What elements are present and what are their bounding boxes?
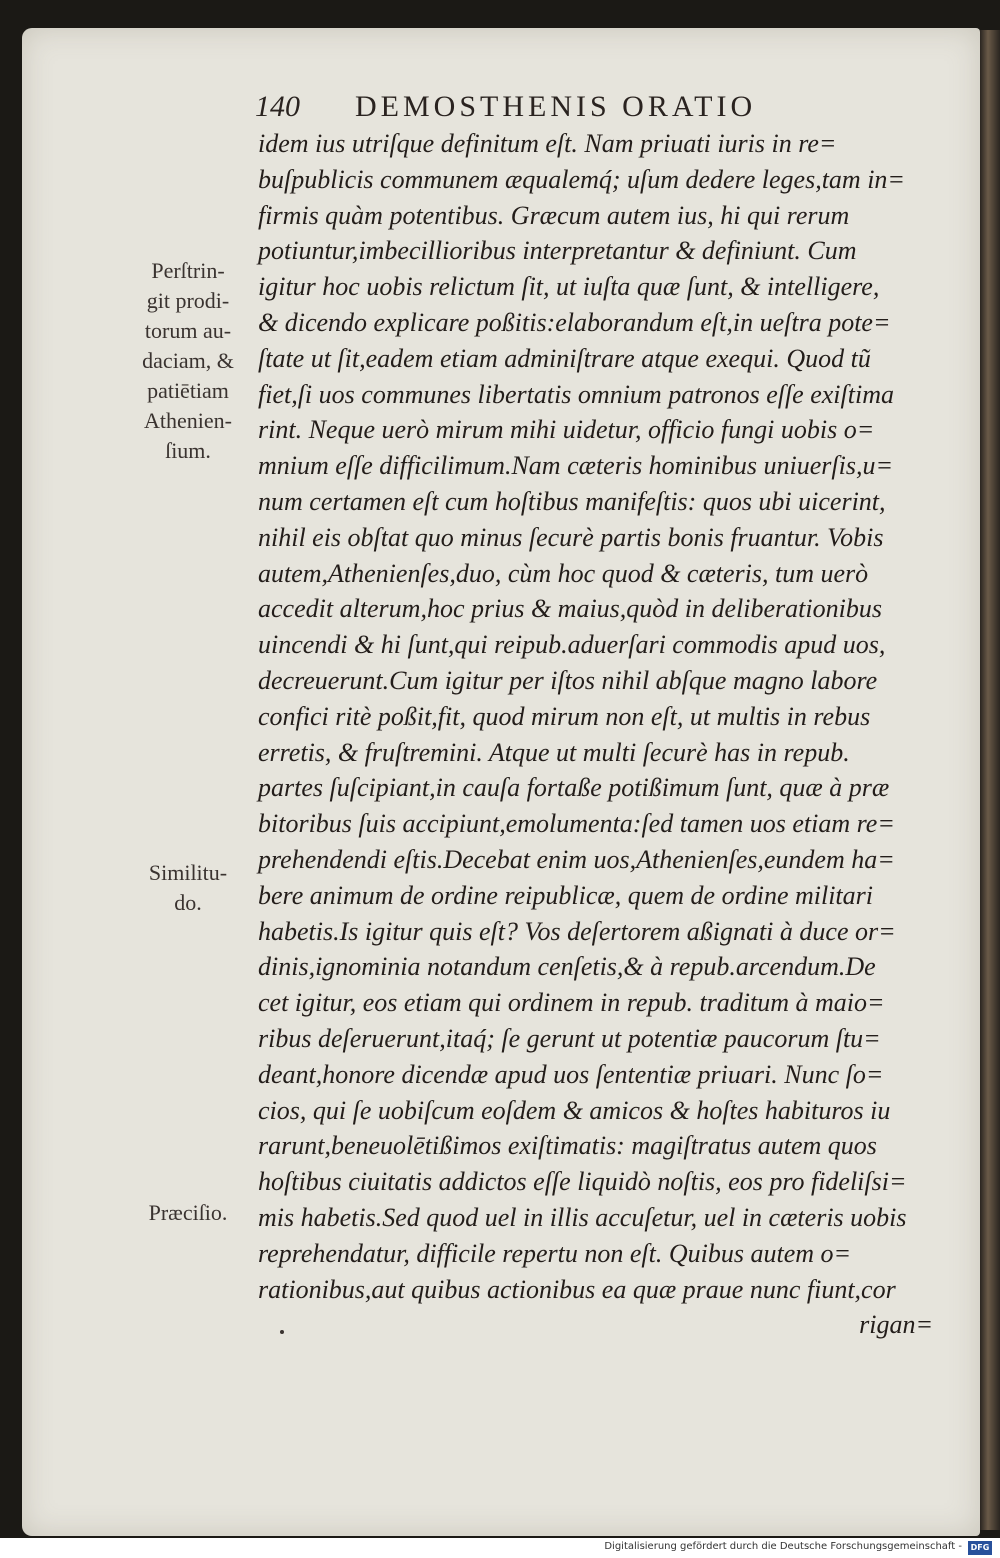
body-text bbox=[258, 126, 938, 1343]
margin-note-line: ſium. bbox=[165, 438, 211, 463]
text-line: reprehendatur, difficile repertu non eſt. Quibus autem o= bbox=[258, 1238, 852, 1268]
text-line: potiuntur,imbecillioribus interpretantur & definiunt. Cum bbox=[258, 236, 857, 266]
margin-note-line: Athenien- bbox=[144, 408, 232, 433]
text-line: firmis quàm potentibus. Græcum autem ius, hi qui rerum bbox=[258, 200, 850, 230]
dfg-logo: DFG bbox=[968, 1541, 992, 1555]
margin-note-line: Perſtrin- bbox=[151, 258, 225, 283]
text-line: & dicendo explicare poßitis:elaborandum eſt,in ueſtra pote= bbox=[258, 307, 891, 337]
text-line: deant,honore dicendæ apud uos ſententiæ priuari. Nunc ſo= bbox=[258, 1059, 884, 1089]
margin-note-line: git prodi- bbox=[146, 288, 230, 313]
margin-note-line: Similitu- bbox=[148, 860, 228, 885]
margin-note-similitudo bbox=[128, 858, 248, 918]
text-line: rint. Neque uerò mirum mihi uidetur, officio fungi uobis o= bbox=[258, 415, 875, 445]
text-line: fiet,ſi uos communes libertatis omnium patronos eſſe exiſtima bbox=[258, 379, 894, 409]
text-line: buſpublicis communem æqualemq́; uſum dedere leges,tam in= bbox=[258, 164, 905, 194]
text-line: idem ius utriſque definitum eſt. Nam priuati iuris in re= bbox=[258, 129, 837, 158]
text-line: mis habetis.Sed quod uel in illis accuſetur, uel in cæteris uobis bbox=[258, 1202, 907, 1232]
text-line: mnium eſſe difficilimum.Nam cæteris hominibus uniuerſis,u= bbox=[258, 451, 894, 481]
text-line: bitoribus ſuis accipiunt,emolumenta:ſed tamen uos etiam re= bbox=[258, 809, 895, 839]
text-line: confici ritè poßit,fit, quod mirum non eſt, ut multis in rebus bbox=[258, 701, 871, 731]
margin-note-praecisio bbox=[128, 1198, 248, 1228]
text-line: hoſtibus ciuitatis addictos eſſe liquidò noſtis, eos pro fideliſsi= bbox=[258, 1167, 907, 1197]
margin-note-line: do. bbox=[174, 890, 202, 915]
page-edge bbox=[980, 30, 1000, 1530]
margin-note-line: torum au- bbox=[144, 318, 232, 343]
text-line: autem,Athenienſes,duo, cùm hoc quod & cæteris, tum uerò bbox=[258, 558, 869, 588]
text-line: habetis.Is igitur quis eſt? Vos deſertorem aßignati à duce or= bbox=[258, 916, 896, 946]
catchword: rigan= bbox=[859, 1310, 933, 1340]
text-line: ribus deſeruerunt,itaq́; ſe gerunt ut potentiæ paucorum ſtu= bbox=[258, 1023, 881, 1053]
text-line: partes ſuſcipiant,in cauſa fortaße potißimum ſunt, quæ à præ bbox=[258, 773, 890, 803]
margin-note-perstringit bbox=[128, 256, 248, 466]
page-header bbox=[255, 90, 955, 130]
text-line: prehendendi eſtis.Decebat enim uos,Athenienſes,eundem ha= bbox=[258, 844, 895, 874]
margin-note-line: Præciſio. bbox=[148, 1200, 228, 1225]
margin-note-line: patiētiam bbox=[147, 378, 229, 403]
text-line: rationibus,aut quibus actionibus ea quæ praue nunc fiunt,cor bbox=[258, 1274, 896, 1304]
page-number: 140 bbox=[255, 90, 300, 123]
running-title: DEMOSTHENIS ORATIO bbox=[355, 90, 757, 123]
text-line: erretis, & fruſtremini. Atque ut multi ſecurè has in repub. bbox=[258, 737, 850, 767]
text-line: ſtate ut ſit,eadem etiam adminiſtrare atque exequi. Quod tũ bbox=[258, 343, 871, 373]
funding-credit: Digitalisierung gefördert durch die Deutsche Forschungsgemeinschaft - bbox=[604, 1541, 962, 1552]
footer-bar bbox=[0, 1538, 1000, 1558]
ink-dot bbox=[280, 1330, 284, 1334]
text-line: uincendi & hi ſunt,qui reipub.aduerſari commodis apud uos, bbox=[258, 630, 886, 660]
margin-note-line: daciam, & bbox=[142, 348, 234, 373]
text-line: decreuerunt.Cum igitur per iſtos nihil abſque magno labore bbox=[258, 665, 878, 695]
text-line: dinis,ignominia notandum cenſetis,& à repub.arcendum.De bbox=[258, 952, 876, 982]
text-line: cios, qui ſe uobiſcum eoſdem & amicos & hoſtes habituros iu bbox=[258, 1095, 891, 1125]
text-line: bere animum de ordine reipublicæ, quem de ordine militari bbox=[258, 880, 873, 910]
text-line: igitur hoc uobis relictum ſit, ut iuſta quæ ſunt, & intelligere, bbox=[258, 272, 880, 302]
text-line: cet igitur, eos etiam qui ordinem in repub. traditum à maio= bbox=[258, 988, 885, 1018]
text-line: rarunt,beneuolētißimos exiſtimatis: magiſtratus autem quos bbox=[258, 1131, 877, 1161]
text-line: nihil eis obſtat quo minus ſecurè partis bonis fruantur. Vobis bbox=[258, 522, 884, 552]
text-line: accedit alterum,hoc prius & maius,quòd in deliberationibus bbox=[258, 594, 882, 624]
text-line: num certamen eſt cum hoſtibus manifeſtis: quos ubi uicerint, bbox=[258, 486, 886, 516]
